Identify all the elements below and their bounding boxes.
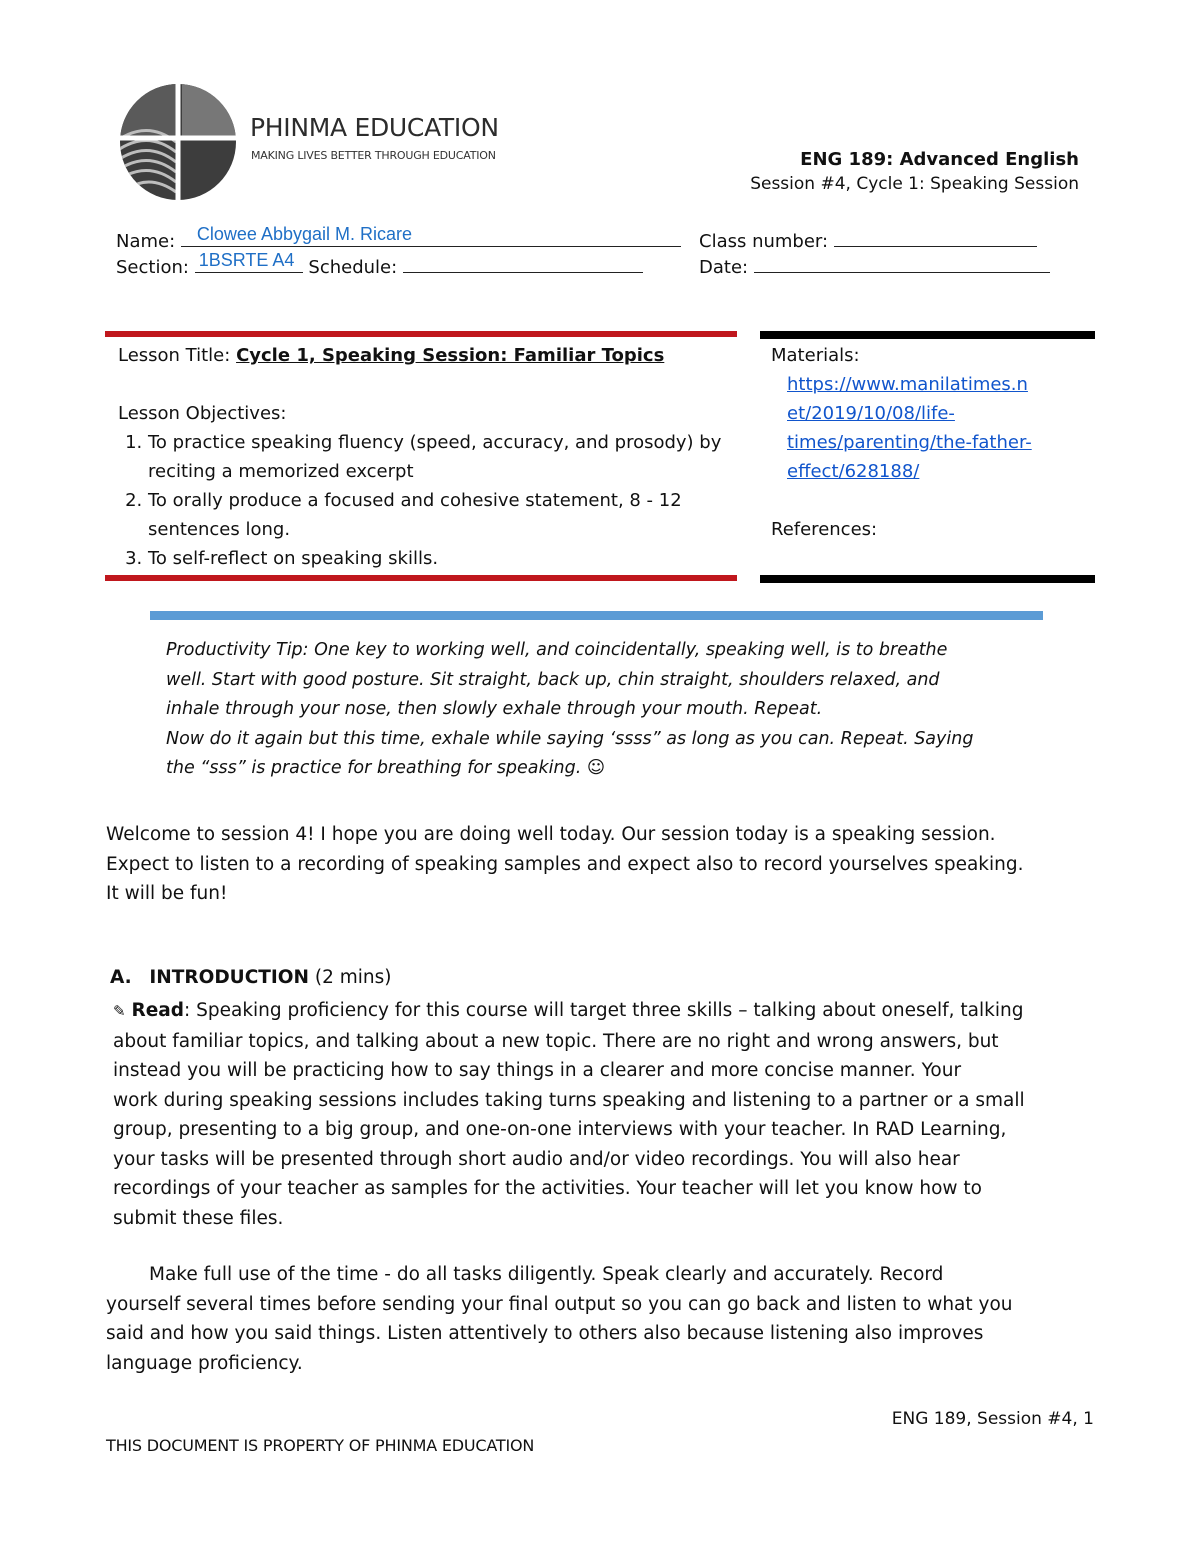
objectives-label: Lesson Objectives: [118,403,287,424]
name-value: Clowee Abbygail M. Ricare [196,224,413,244]
tip-line: inhale through your nose, then slowly exhale through your mouth. Repeat. [166,699,823,719]
section-field [116,250,643,278]
materials-label: Materials: [771,345,860,366]
objective-item: 1. To practice speaking fluency (speed, accuracy, and prosody) by reciting a memorized excerpt [148,428,728,486]
materials-link-line: times/parenting/the-father- [787,432,1032,453]
section-a-letter: A. [110,967,132,988]
section-a-line: work during speaking sessions includes taking turns speaking and listening to a partner or a small [113,1089,1025,1111]
name-input[interactable] [181,224,681,247]
section-a-p2-line: said and how you said things. Listen attentively to others also because listening also improves [106,1323,984,1344]
logo-wordmark: PHINMA EDUCATION [250,113,499,142]
section-a-line: recordings of your teacher as samples for the activities. Your teacher will let you know how to [113,1178,982,1199]
productivity-tip [166,636,1046,784]
lesson-title-line [118,341,728,370]
materials-link-line: https://www.manilatimes.n [787,374,1028,395]
welcome-line: Welcome to session 4! I hope you are doing well today. Our session today is a speaking session. [106,824,996,845]
section-a-title: INTRODUCTION [149,967,309,988]
property-notice: THIS DOCUMENT IS PROPERTY OF PHINMA EDUCATION [106,1436,535,1455]
date-label: Date: [699,257,749,278]
tip-line: the “sss” is practice for breathing for speaking. ☺ [166,758,606,778]
section-label: Section: [116,257,189,278]
lesson-top-rule [105,331,737,337]
lesson-info [118,341,728,573]
class-number-field [699,228,1037,252]
schedule-input[interactable] [403,254,643,273]
objective-item: 2. To orally produce a focused and cohesive statement, 8 - 12 sentences long. [148,486,728,544]
page-reference: ENG 189, Session #4, 1 [891,1409,1094,1429]
welcome-paragraph [106,820,1106,909]
section-a-duration: (2 mins) [314,967,392,988]
welcome-line: Expect to listen to a recording of speaking samples and expect also to record yourselves speaking. [106,853,1024,875]
section-a-line: submit these files. [113,1207,284,1229]
class-number-input[interactable] [834,228,1037,247]
materials-info [771,341,1081,544]
tip-rule [150,611,1043,620]
tip-line: Productivity Tip: One key to working well, and coincidentally, speaking well, is to breathe [166,640,948,660]
lesson-title-label: Lesson Title: [118,345,231,366]
class-number-label: Class number: [699,231,829,252]
section-a-p2-line: language proficiency. [106,1352,303,1374]
materials-link[interactable] [771,370,1081,486]
section-a-line: : Speaking proficiency for this course will target three skills – talking about oneself, talking [184,1000,1024,1021]
section-a-p2-line: Make full use of the time - do all tasks diligently. Speak clearly and accurately. Record [149,1264,944,1285]
tip-line: Now do it again but this time, exhale while saying ‘ssss” as long as you can. Repeat. Saying [166,728,974,749]
section-a-heading [110,967,392,988]
pencil-icon: ✎ [113,1002,126,1020]
materials-link-line: et/2019/10/08/life- [787,403,955,424]
objective-item: 3. To self-reflect on speaking skills. [148,544,728,573]
section-input[interactable] [195,250,303,273]
read-label: Read [131,1000,184,1021]
date-field [699,254,1050,278]
objectives-list [106,428,728,573]
read-line [113,996,1113,1027]
date-input[interactable] [754,254,1050,273]
section-a-line: instead you will be practicing how to say things in a clearer and more concise manner. Your [113,1060,962,1081]
course-title: ENG 189: Advanced English [800,149,1079,170]
section-a-line: your tasks will be presented through short audio and/or video recordings. You will also hear [113,1148,960,1170]
tip-line: well. Start with good posture. Sit straight, back up, chin straight, shoulders relaxed, and [166,669,940,690]
references-label: References: [771,519,878,540]
section-a-paragraph-2 [106,1260,1106,1378]
schedule-label: Schedule: [308,257,398,278]
lesson-title: Cycle 1, Speaking Session: Familiar Topics [236,345,665,366]
welcome-line: It will be fun! [106,883,228,904]
section-a-p2-line: yourself several times before sending your final output so you can go back and listen to what you [106,1293,1013,1315]
name-label: Name: [116,231,176,252]
session-subtitle: Session #4, Cycle 1: Speaking Session [750,174,1079,194]
name-field [116,224,681,252]
section-a-line: group, presenting to a big group, and one-on-one interviews with your teacher. In RAD Learning, [113,1119,1007,1140]
lesson-bottom-rule [105,575,737,581]
logo-tagline: MAKING LIVES BETTER THROUGH EDUCATION [251,149,496,162]
section-a-line: about familiar topics, and talking about a new topic. There are no right and wrong answers, but [113,1030,999,1052]
materials-link-line: effect/628188/ [787,461,920,482]
materials-top-rule [760,331,1095,339]
section-a-body [113,996,1113,1233]
section-value: 1BSRTE A4 [198,250,295,270]
materials-bottom-rule [760,575,1095,583]
phinma-logo [118,80,518,205]
